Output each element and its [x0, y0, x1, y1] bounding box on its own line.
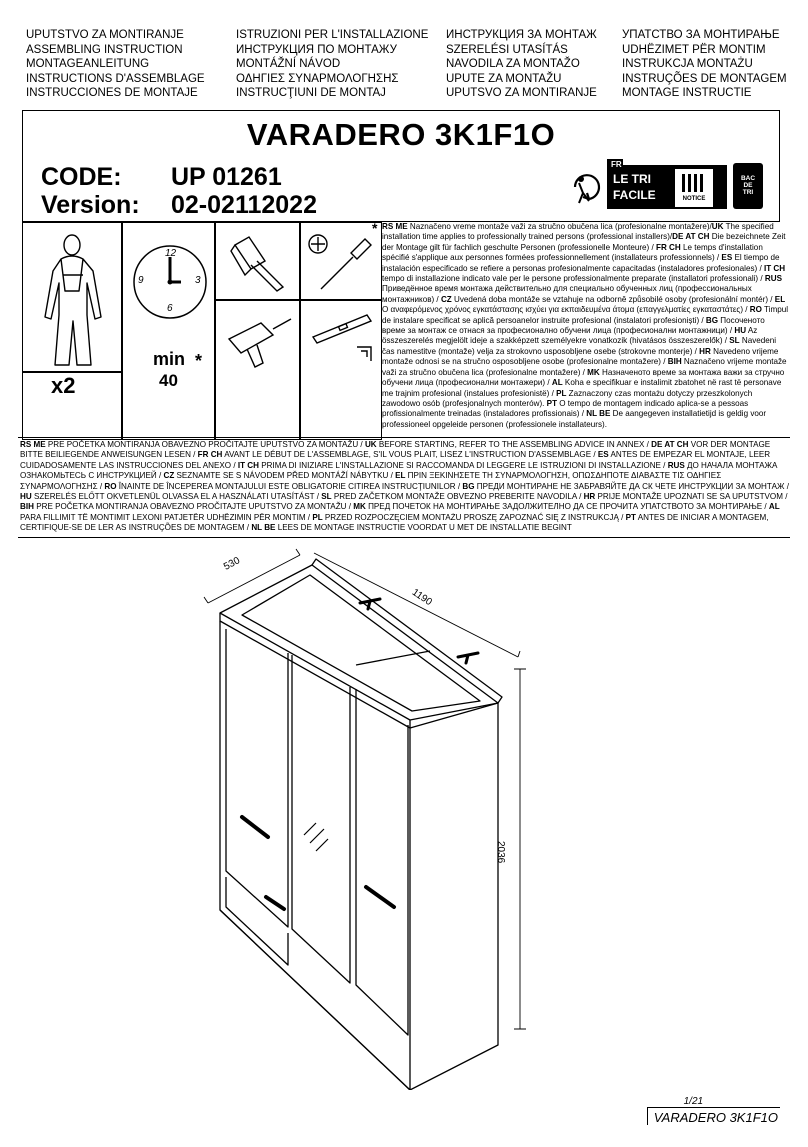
wardrobe-drawing	[180, 545, 540, 1090]
header-line: INSTRUÇÕES DE MONTAGEM	[622, 72, 787, 85]
wardrobe-icon	[180, 545, 540, 1090]
clock-icon	[131, 243, 209, 321]
note-star: *	[372, 220, 378, 236]
clock-number: 3	[195, 275, 201, 286]
header-line: INSTRUCTIONS D'ASSEMBLAGE	[26, 72, 205, 85]
clock-number: 9	[138, 275, 144, 286]
header-line: INSTRUCCIONES DE MONTAJE	[26, 87, 198, 99]
depth-dimension: 530	[222, 555, 242, 573]
worker-icon	[31, 231, 113, 369]
header-line: UPUTSTVO ZA MONTIRANJE	[26, 29, 184, 41]
header-line: UDHËZIMET PËR MONTIM	[622, 43, 766, 56]
product-title: VARADERO 3K1F1O	[246, 117, 556, 152]
code-value: UP 01261	[171, 163, 282, 191]
clock-number: 6	[167, 303, 173, 314]
persons-count: x2	[51, 373, 76, 398]
title-box	[22, 110, 780, 222]
level-ruler-icon	[305, 307, 379, 369]
hammer-icon	[221, 231, 295, 293]
header-line: INSTRUCŢIUNI DE MONTAJ	[236, 87, 386, 99]
triman-line1: LE TRI	[613, 172, 651, 186]
notice-booklet-icon	[675, 169, 713, 207]
notice-label: NOTICE	[682, 196, 706, 202]
footer-model: VARADERO 3K1F1O	[647, 1107, 780, 1125]
min-value: 40	[159, 371, 178, 390]
header-line: UPUTSVO ZA MONTIRANJE	[446, 87, 597, 99]
triman-country: FR	[611, 160, 622, 169]
bin-line: TRI	[742, 189, 754, 196]
header-line: ISTRUZIONI PER L'INSTALLAZIONE	[236, 29, 429, 41]
triman-line2: FACILE	[613, 188, 656, 202]
before-assembly-note: RS ME PRE POČETKA MONTIRANJA OBAVEZNO PROČITAJTE UPUTSTVO ZA MONTAŽU / UK BEFORE STARTING, REFER TO THE ASSEMBLING ADVICE IN ANNEX / DE AT CH VOR DER MONTAGE BITTE BEILIEGENDE ANWEISUNGEN LESEN / FR CH AVANT LE DÉBUT DE L'ASSEMBLAGE, S'IL VOUS PLAIT, LISEZ L'INSTRUCTION D'ASSEMBLAGE / ES ANTES DE EMPEZAR EL MONTAJE, LEER CUIDADOSAMENTE LAS INSTRUCCIONES DEL ANEXO / IT CH PRIMA DI INIZIARE L'INSTALLAZIONE SI RACCOMANDA DI LEGGERE LE ISTRUZIONI DI INSTALLAZIONE / RUS ДО НАЧАЛА МОНТАЖА ОЗНАКОМЬТЕСЬ С ИНСТРУКЦИЕЙ / CZ SEZNAMTE SE S NÁVODEM PŘED MONTÁŽÍ NÁBYTKU / EL ΠΡΙΝ ΞΕΚΙΝΗΣΕΤΕ ΤΗ ΣΥΝΑΡΜΟΛΟΓΗΣΗ, ΟΠΩΣΔΗΠΟΤΕ ΔΙΑΒΑΣΤΕ ΤΙΣ ΟΔΗΓΙΕΣ ΣΥΝΑΡΜΟΛΟΓΗΣΗΣ / RO ÎNAINTE DE ÎNCEPEREA MONTAJULUI ESTE OBLIGATORIE CITIREA INSTRUCŢIUNILOR / BG ПРЕДИ МОНТИРАНЕ НЕ ЗАБРАВЯЙТЕ ДА СК ЧЕТЕ ИНСТРУКЦИИ ЗА МОНТАЖ / HU SZERELÉS ELŐTT OKVETLENÜL OLVASSA EL A HASZNÁLATI UTASÍTÁST / SL PRED ZAČETKOM MONTAŽE OBVEZNO PREBERITE NAVODILA / HR PRIJE MONTAŽE UPOZNATI SE SA UPUTSTVOM / BIH PRE POČETKA MONTIRANJA OBAVEZNO PROČITAJTE UPUTSTVO ZA MONTAŽU / MK ПРЕД ПОЧЕТОК НА МОНТИРАЊЕ ЗАДОЛЖИТЕЛНО ДА СЕ ПРОЧИТА УПАТСТВОТО ЗА МОНТИРАЊЕ / AL PARA FILLIMIT TË MONTIMIT LEXONI PATJETËR UDHËZIMIN PËR MONTIM / PL PRZED ROZPOCZĘCIEM MONTAŻU PROSZĘ ZAPOZNAĆ SIĘ Z INSTRUKCJĄ / PT ANTES DE INICIAR A MONTAGEM, CERTIFIQUE-SE DE LER AS INSTRUÇÕES DE MONTAGEM / NL BE LEES DE MONTAGE INSTRUCTIE VOORDAT U MET DE INSTALLATIE BEGINT	[20, 440, 789, 533]
header-line: ИНСТРУКЦИЯ ПО МОНТАЖУ	[236, 43, 397, 56]
drill-icon	[221, 309, 295, 371]
bin-line: DE	[743, 182, 753, 189]
width-dimension: 1190	[409, 587, 434, 609]
header-languages-col3	[446, 28, 597, 101]
header-line: УПАТСТВО ЗА МОНТИРАЊЕ	[622, 29, 780, 41]
icon-panel	[22, 222, 382, 440]
header-line: ΟΔΗΓΙΕΣ ΣΥΝΑΡΜΟΛΟΓΗΣΗΣ	[236, 72, 399, 85]
bin-line: BAC	[740, 175, 756, 182]
version-label: Version:	[41, 191, 140, 219]
recycle-bin-icon	[733, 163, 763, 209]
header-line: MONTAGE INSTRUCTIE	[622, 87, 752, 99]
header-line: SZERELÉSI UTASÍTÁS	[446, 43, 568, 56]
height-dimension: 2036	[495, 841, 506, 864]
clock-number: 12	[165, 248, 177, 259]
page-number: 1/21	[683, 1096, 704, 1107]
header-line: UPUTE ZA MONTAŽU	[446, 72, 562, 85]
min-label: min	[153, 349, 186, 369]
page-footer	[647, 1096, 780, 1125]
min-star: *	[195, 351, 203, 371]
recycling-logo	[567, 155, 767, 217]
header-line: MONTAGEANLEITUNG	[26, 58, 150, 70]
header-line: NAVODILA ZA MONTAŽO	[446, 58, 580, 70]
screwdriver-icon	[305, 231, 379, 295]
header-languages-col2	[236, 28, 428, 101]
code-label: CODE:	[41, 163, 122, 191]
header-line: ИНСТРУКЦИЯ ЗА МОНТАЖ	[446, 29, 597, 41]
header-languages-col4	[622, 28, 787, 101]
installation-time-note: RS ME Naznačeno vreme montaže važi za stručno obučena lica (profesionalne montažere)/UK The specified installation time applies to professionally trained persons (professional installers)/DE AT CH Die bezeichnete Zeit der Montage gilt für fachlich geschulte Personen (professionelle Monteure) / FR CH Le temps d'installation spécifié s'applique aux personnes formées professionnellement (installateurs professionnels) / ES El tiempo de instalación especificado se refiere a personas profesionalmente capacitadas (instaladores profesionales) / IT CH tempo di installazione indicato vale per le persone professionalmente preparate (installatori professionali) / RUS Приведённое время монтажа действительно для специально обученных лиц (профессиональных монтажников) / CZ Uvedená doba montáže se vztahuje na odborně způsobilé osoby (profesionální montér) / EL Ο αναφερόμενος χρόνος εγκατάστασης ισχύει για εκπαιδευμένα άτομα (επαγγελματίες εγκαταστάτες) / RO Timpul de instalare specificat se aplică persoanelor instruite profesional (instalatori profesioniști) / BG Посоченото време за монтаж се отнася за професионално обучени лица (професионални монтажници) / HU Az összeszerelés megjelölt ideje a szakképzett személyekre vonatkozik (hivatásos összeszerelők) / SL Navedeni čas namestitve (montaže) velja za strokovno usposobljene osebe (strokovne monterje) / HR Navedeno vrijeme montaže odnosi se na stručno osposobljene osobe (profesionalne montažere) / BIH Naznačeno vrijeme montaže važi za stručno obučena lica (profesionalne montažere) / MK Назначеното време за монтажа важи за стручно обучени лица (професионални монтажери) / AL Koha e specifikuar e instalimit zbatohet në rast të personave me trajnim profesional (instalues profesionistë) / PL Zaznaczony czas montażu dotyczy przeszkolonych zawodowo osób (profesjonalnych monterów). PT O tempo de montagem indicado aplica-se a pessoas profissionalmente treinadas (instaladores profissionais) / NL BE De aangegeven installatietijd is geldig voor professioneel opgeleide personen (professionele installateurs).	[382, 222, 788, 429]
header-line: ASSEMBLING INSTRUCTION	[26, 43, 183, 56]
header-line: MONTÁŽNÍ NÁVOD	[236, 58, 341, 70]
version-value: 02-02112022	[171, 191, 317, 219]
header-line: INSTRUKCJA MONTAŻU	[622, 58, 753, 70]
header-languages-col1	[26, 28, 205, 101]
